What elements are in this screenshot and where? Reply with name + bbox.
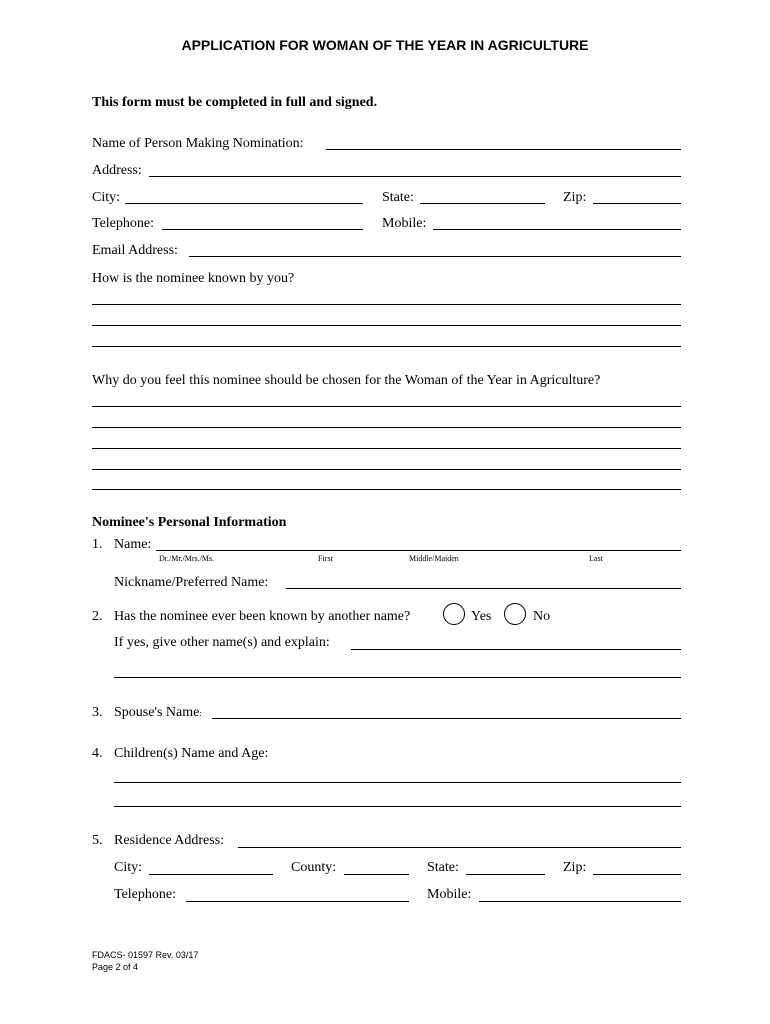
email-field[interactable]: [189, 256, 681, 257]
q3-number: 3.: [92, 705, 103, 720]
residence-city-label: City:: [114, 860, 143, 875]
mobile-label: Mobile:: [382, 216, 427, 231]
other-names-label: If yes, give other name(s) and explain:: [114, 635, 330, 650]
page-number: Page 2 of 4: [92, 962, 139, 972]
q1-name-label: Name:: [114, 537, 152, 552]
name-sub-first: First: [318, 554, 333, 563]
residence-county-label: County:: [291, 860, 337, 875]
why-answer-line[interactable]: [92, 406, 681, 407]
name-sub-middle: Middle/Maiden: [409, 554, 459, 563]
form-title: APPLICATION FOR WOMAN OF THE YEAR IN AGRICULTURE: [181, 37, 589, 53]
yes-radio[interactable]: [443, 603, 465, 625]
residence-city-field[interactable]: [149, 874, 273, 875]
residence-telephone-field[interactable]: [186, 901, 409, 902]
children-line[interactable]: [114, 806, 681, 807]
nominee-name-field[interactable]: [156, 550, 681, 551]
city-label: City:: [92, 190, 121, 205]
state-field[interactable]: [420, 203, 545, 204]
other-names-line[interactable]: [114, 677, 681, 678]
known-answer-line[interactable]: [92, 304, 681, 305]
why-answer-line[interactable]: [92, 489, 681, 490]
residence-zip-field[interactable]: [593, 874, 681, 875]
why-question: Why do you feel this nominee should be chosen for the Woman of the Year in Agriculture?: [92, 373, 601, 388]
nominator-name-label: Name of Person Making Nomination:: [92, 136, 304, 151]
address-label: Address:: [92, 163, 142, 178]
residence-mobile-label: Mobile:: [427, 887, 472, 902]
why-answer-line[interactable]: [92, 448, 681, 449]
nickname-label: Nickname/Preferred Name:: [114, 575, 269, 590]
form-number: FDACS- 01597 Rev. 03/17: [92, 950, 199, 960]
known-answer-line[interactable]: [92, 325, 681, 326]
q2-question: Has the nominee ever been known by another name?: [114, 609, 411, 624]
known-answer-line[interactable]: [92, 346, 681, 347]
nominator-name-field[interactable]: [326, 149, 681, 150]
no-label: No: [533, 609, 551, 624]
q4-number: 4.: [92, 746, 103, 761]
residence-state-field[interactable]: [466, 874, 545, 875]
telephone-label: Telephone:: [92, 216, 154, 231]
residence-address-label: Residence Address:: [114, 833, 225, 848]
known-question: How is the nominee known by you?: [92, 271, 295, 286]
zip-field[interactable]: [593, 203, 681, 204]
residence-county-field[interactable]: [344, 874, 409, 875]
mobile-field[interactable]: [433, 229, 681, 230]
address-field[interactable]: [149, 176, 681, 177]
q5-number: 5.: [92, 833, 103, 848]
yes-label: Yes: [471, 609, 492, 624]
children-label: Children(s) Name and Age:: [114, 746, 269, 761]
spouse-name-field[interactable]: [212, 718, 681, 719]
q1-number: 1.: [92, 537, 103, 552]
children-line[interactable]: [114, 782, 681, 783]
name-sub-title: Dr./Mr./Mrs./Ms.: [159, 554, 215, 563]
name-sub-last: Last: [589, 554, 603, 563]
zip-label: Zip:: [563, 190, 587, 205]
spouse-name-label: Spouse's Name:: [114, 705, 202, 720]
state-label: State:: [382, 190, 414, 205]
residence-zip-label: Zip:: [563, 860, 587, 875]
other-names-field[interactable]: [351, 649, 681, 650]
email-label: Email Address:: [92, 243, 178, 258]
residence-state-label: State:: [427, 860, 459, 875]
q2-number: 2.: [92, 609, 103, 624]
why-answer-line[interactable]: [92, 469, 681, 470]
no-radio[interactable]: [504, 603, 526, 625]
why-answer-line[interactable]: [92, 427, 681, 428]
telephone-field[interactable]: [162, 229, 363, 230]
nickname-field[interactable]: [286, 588, 681, 589]
instruction-text: This form must be completed in full and signed.: [92, 95, 378, 110]
nominee-section-heading: Nominee's Personal Information: [92, 515, 287, 530]
residence-telephone-label: Telephone:: [114, 887, 176, 902]
residence-mobile-field[interactable]: [479, 901, 681, 902]
residence-address-field[interactable]: [238, 847, 681, 848]
city-field[interactable]: [125, 203, 363, 204]
